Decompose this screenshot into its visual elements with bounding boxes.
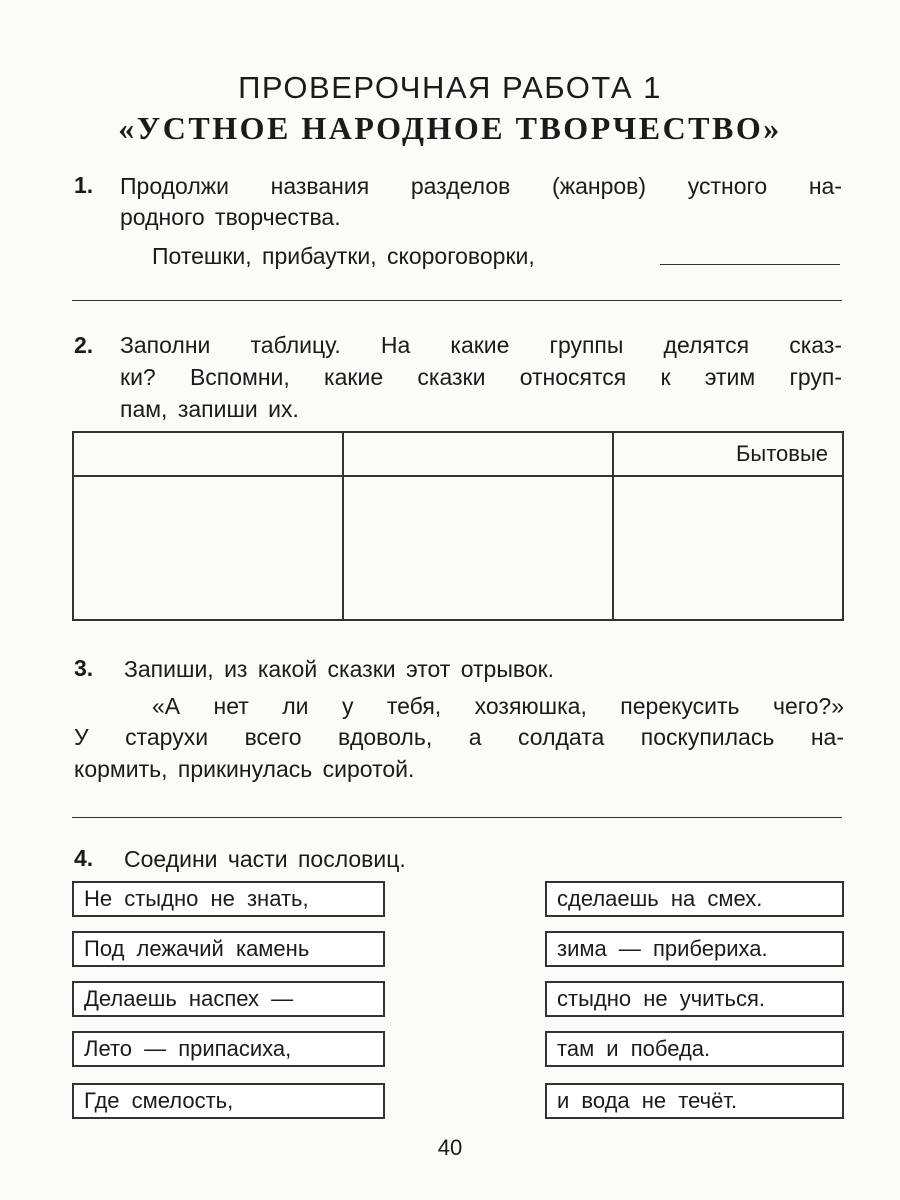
task3-text-line1: Запиши, из какой сказки этот отрывок. [124, 656, 555, 682]
proverb-left-4[interactable]: Лето — припасиха, [72, 1031, 385, 1067]
page-title: ПРОВЕРОЧНАЯ РАБОТА 1 [238, 70, 662, 105]
task2-text-line3: пам, запиши их. [120, 396, 299, 422]
fairytale-groups-table [72, 431, 844, 621]
task3-text-line4: кормить, прикинулась сиротой. [74, 756, 415, 782]
table-answer-cell[interactable] [613, 476, 843, 620]
proverb-left-5[interactable]: Где смелость, [72, 1083, 385, 1119]
proverb-right-2[interactable]: зима — прибериха. [545, 931, 844, 967]
proverb-right-1[interactable]: сделаешь на смех. [545, 881, 844, 917]
table-answer-cell[interactable] [73, 476, 343, 620]
proverb-left-2[interactable]: Под лежачий камень [72, 931, 385, 967]
task2-text-line2: ки? Вспомни, какие сказки относятся к этим груп- [120, 364, 842, 390]
task1-text-line2: родного творчества. [120, 204, 341, 230]
table-header-row [73, 432, 843, 476]
proverb-right-5[interactable]: и вода не течёт. [545, 1083, 844, 1119]
page-subtitle: «УСТНОЕ НАРОДНОЕ ТВОРЧЕСТВО» [118, 110, 782, 146]
task4-text-line1: Соедини части пословиц. [124, 846, 406, 872]
task2-number: 2. [74, 332, 94, 358]
table-header-cell[interactable] [343, 432, 613, 476]
table-header-cell: Бытовые [613, 432, 843, 476]
task3-answer-line[interactable] [72, 817, 842, 818]
task3-text-line3: У старухи всего вдоволь, а солдата поскупилась на- [74, 724, 844, 750]
proverb-right-3[interactable]: стыдно не учиться. [545, 981, 844, 1017]
proverb-left-1[interactable]: Не стыдно не знать, [72, 881, 385, 917]
task1-text-line3: Потешки, прибаутки, скороговорки, [152, 243, 535, 269]
task1-text-line1: Продолжи названия разделов (жанров) устного на- [120, 173, 842, 199]
task1-answer-line[interactable] [660, 264, 840, 265]
table-header-cell[interactable] [73, 432, 343, 476]
proverb-right-4[interactable]: там и победа. [545, 1031, 844, 1067]
task2-text-line1: Заполни таблицу. На какие группы делятся сказ- [120, 332, 842, 358]
task4-number: 4. [74, 845, 94, 871]
table-answer-cell[interactable] [343, 476, 613, 620]
proverb-left-3[interactable]: Делаешь наспех — [72, 981, 385, 1017]
task3-quote-line: «А нет ли у тебя, хозяюшка, перекусить чего?» [152, 693, 844, 719]
task1-answer-line2[interactable] [72, 300, 842, 301]
page-number: 40 [437, 1135, 463, 1160]
table-row [73, 476, 843, 620]
task3-number: 3. [74, 655, 94, 681]
task1-number: 1. [74, 172, 94, 198]
